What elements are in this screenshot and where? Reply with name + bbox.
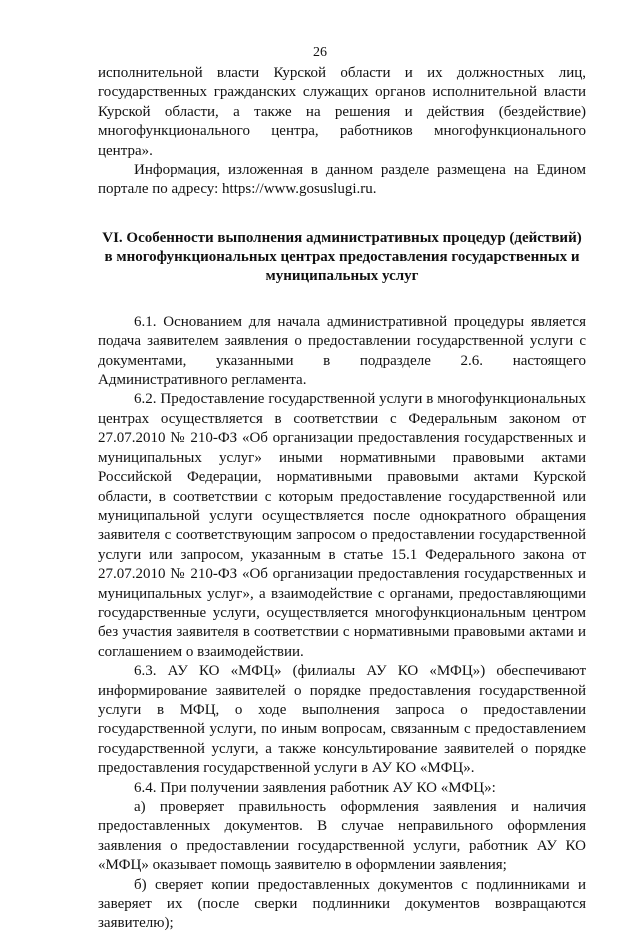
paragraph-6-4: 6.4. При получении заявления работник АУ КО «МФЦ»:: [134, 779, 496, 796]
section-heading: VI. Особенности выполнения административных процедур (действий) в многофункциональных центрах предоставления государственных и муниципальных услуг: [102, 229, 582, 284]
paragraph-portal-info: Информация, изложенная в данном разделе размещена на Едином портале по адресу: https://www.gosuslugi.ru.: [98, 162, 586, 198]
paragraph-6-4-b: б) сверяет копии предоставленных документов с подлинниками и заверяет их (после сверки подлинники документов возвращаются заявителю);: [98, 876, 586, 932]
paragraph-6-1: 6.1. Основанием для начала административной процедуры является подача заявителем заявления о предоставлении государственной услуги с документами, указанными в подразделе 2.6. настоящего Административного регламента.: [98, 313, 586, 389]
page-content: [98, 64, 586, 934]
paragraph-6-3: 6.3. АУ КО «МФЦ» (филиалы АУ КО «МФЦ») обеспечивают информирование заявителей о порядке предоставления государственной услуги в МФЦ, о ходе выполнения запроса о предоставлении государственной услуги, по иным вопросам, связанным с предоставлением государственной услуги, а также консультирование заявителей о порядке предоставления государственной услуги в АУ КО «МФЦ».: [98, 663, 586, 777]
page-number: 26: [313, 45, 327, 60]
paragraph-6-2: 6.2. Предоставление государственной услуги в многофункциональных центрах осуществляется в соответствии с Федеральным законом от 27.07.2010 № 210-ФЗ «Об организации предоставления государственных и муниципальных услуг» иными нормативными правовыми актами Российской Федерации, нормативными правовыми актами Курской области, в соответствии с которым предоставление государственной или муниципальной услуги осуществляется после однократного обращения заявителя с соответствующим запросом о предоставлении государственной услуги или запросом, указанным в статье 15.1 Федерального закона от 27.07.2010 № 210-ФЗ «Об организации предоставления государственных и муниципальных услуг», а взаимодействие с органами, предоставляющими государственные услуги, осуществляется многофункциональным центром без участия заявителя в соответствии с нормативными правовыми актами и соглашением о взаимодействии.: [98, 391, 586, 660]
paragraph-6-4-a: а) проверяет правильность оформления заявления и наличия предоставленных документов. В случае неправильного оформления заявления о предоставлении государственной услуги, работник АУ КО «МФЦ» оказывает помощь заявителю в оформлении заявления;: [98, 799, 586, 874]
paragraph-continuation: исполнительной власти Курской области и их должностных лиц, государственных гражданских служащих органов исполнительной власти Курской области, а также на решения и действия (бездействие) многофункционального центра, работников многофункционального центра».: [98, 65, 586, 159]
